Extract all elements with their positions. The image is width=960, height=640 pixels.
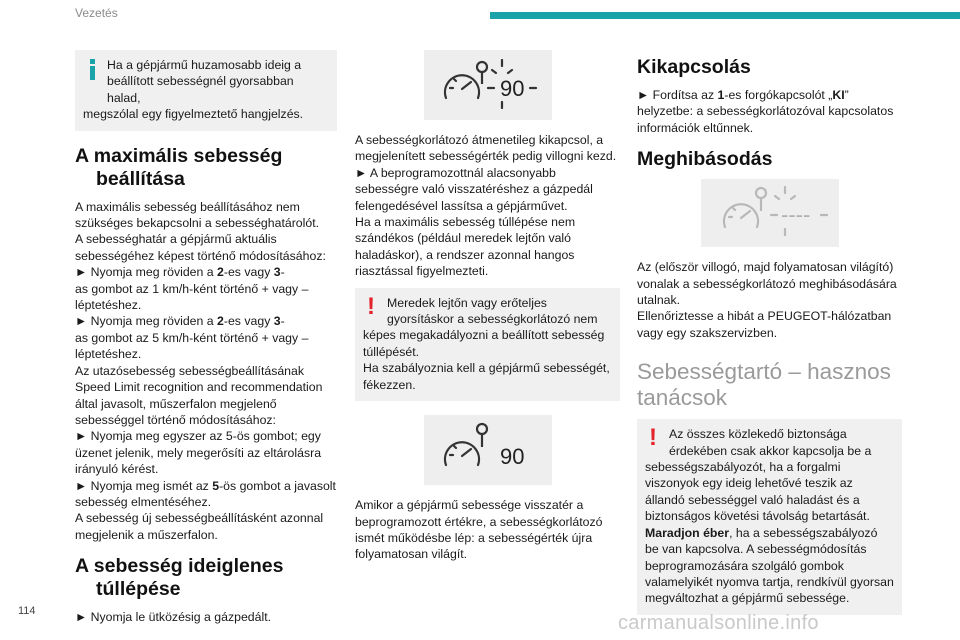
- heading-temp-line1: A sebesség ideiglenes: [75, 555, 284, 578]
- heading-max-speed-line2: beállítása: [96, 167, 185, 190]
- figure-speed-value: 90: [499, 76, 524, 101]
- paragraph-resume: Amikor a gépjármű sebessége visszatér a beprogramozott értékre, a sebességkorlátozó ismét működésbe lép: a sebességérték újra folyamatosan világít.: [355, 498, 603, 562]
- tips-lead-paragraph: [645, 426, 894, 459]
- speed-limiter-flashing-illustration: [424, 50, 552, 120]
- warning-note-2: Ha szabályoznia kell a gépjármű sebességét, fékezzen.: [363, 361, 610, 392]
- column-2: [355, 50, 620, 563]
- figure-fault-dashes: ----: [780, 202, 810, 228]
- paragraph-fault-1: Az (először villogó, majd folyamatosan világító) vonalak a sebességkorlátozó meghibásodására utalnak.: [637, 260, 897, 308]
- heading-fault: Meghibásodás: [637, 148, 773, 171]
- info-note-lead: Ha a gépjármű huzamosabb ideig a beállított sebességnél gyorsabban halad,: [107, 58, 302, 105]
- heading-tips: [637, 359, 902, 411]
- max-limit: A sebességhatár a gépjármű aktuális sebességéhez képest történő módosításához:: [75, 232, 326, 263]
- paragraph-return: ► A beprogramozottnál alacsonyabb sebességre való visszatéréshez a gázpedál felengedésével lassítsa a gépjárművet.: [355, 165, 593, 213]
- running-header: Vezetés: [75, 6, 118, 20]
- info-note: [75, 50, 337, 131]
- speed-limit-text: Az utazósebesség sebességbeállításának Speed Limit recognition and recommendation által javasolt, műszerfalon megjelenő sebességgel történő módosításához:: [75, 363, 323, 427]
- heading-off: Kikapcsolás: [637, 56, 751, 78]
- heading-tips-line1: Sebességtartó – hasznos: [637, 359, 891, 385]
- tips-warning-note: [637, 419, 902, 614]
- info-note-rest: megszólal egy figyelmeztető hangjelzés.: [83, 107, 304, 122]
- step-2: ► Nyomja meg röviden a 2-es vagy 3- as gombot az 5 km/h-ként történő + vagy – léptetéshez.: [75, 314, 309, 362]
- heading-tips-line2: tanácsok: [637, 385, 728, 411]
- step-5: A sebesség új sebességbeállításként azonnal megjelenik a műszerfalon.: [75, 511, 324, 542]
- speed-limiter-fault-illustration: [701, 179, 839, 247]
- warning-note-lead: Meredek lejtőn vagy erőteljes gyorsításkor a sebességkorlátozó nem: [387, 295, 598, 327]
- warning-icon-2: !: [649, 424, 657, 452]
- warning-note-lead-paragraph: [363, 292, 612, 328]
- speedometer-icon-2: [445, 442, 479, 465]
- column-3: [637, 50, 902, 629]
- limiter-pin-icon-2: [477, 424, 487, 447]
- heading-max-speed-line1: A maximális sebesség: [75, 144, 283, 167]
- figure-speed-value-2: 90: [499, 444, 524, 470]
- tips-lead: Az összes közlekedő biztonsága érdekében csak akkor kapcsolja be a: [669, 427, 872, 458]
- heading-temp-exceed: [75, 555, 337, 601]
- header-accent-bar: [490, 12, 960, 19]
- column-1: [75, 50, 337, 626]
- warning-note: [355, 288, 620, 401]
- paragraph-alarm: Ha a maximális sebesség túllépése nem szándékos (például meredek lejtőn való haladáskor), a rendszer azonnal hangos riasztással figyelmezteti.: [355, 215, 576, 279]
- heading-temp-line2: túllépése: [96, 578, 181, 601]
- tips-alert: Maradjon éber, ha a sebességszabályozó be van kapcsolva. A sebességmódosítás beprogramozására szolgáló gombok valamelyikét nyomva tartja, rendkívül gyorsan megváltozhat a gépjármű sebessége.: [645, 525, 894, 606]
- temp-step: ► Nyomja le ütközésig a gázpedált.: [75, 610, 272, 625]
- tips-rest: sebességszabályozót, ha a forgalmi viszonyok egy ideig lehetővé teszik az állandó sebességgel való haladást és a biztonságos követési távolság betartását.: [645, 460, 870, 524]
- speedometer-icon-faded: [724, 204, 758, 227]
- speed-limiter-steady-illustration: [424, 415, 552, 485]
- limiter-pin-icon: [477, 62, 487, 84]
- speedometer-icon: [445, 75, 479, 98]
- heading-max-speed: [75, 145, 337, 191]
- warning-note-rest: képes megakadályozni a beállított sebesség túllépését.: [363, 328, 605, 359]
- paragraph-fault-2: Ellenőriztesse a hibát a PEUGEOT-hálózatban vagy egy szakszervizben.: [637, 309, 892, 340]
- limiter-pin-icon-faded: [756, 188, 766, 211]
- info-note-lead-paragraph: [83, 57, 329, 106]
- step-3: ► Nyomja meg egyszer az 5-ös gombot; egy üzenet jelenik, mely megerősíti az eltárolásra irányuló kérést.: [75, 429, 322, 477]
- step-4: ► Nyomja meg ismét az 5-ös gombot a javasolt sebesség elmentéséhez.: [75, 478, 336, 509]
- paragraph-flashing: A sebességkorlátozó átmenetileg kikapcsol, a megjelenített sebességérték pedig villogni kezd.: [355, 133, 617, 164]
- info-icon: [87, 59, 98, 79]
- warning-icon: !: [367, 292, 375, 320]
- step-1: ► Nyomja meg röviden a 2-es vagy 3- as gombot az 1 km/h-ként történő + vagy – léptetéshez.: [75, 265, 309, 313]
- page-number: 114: [18, 605, 36, 617]
- max-intro: A maximális sebesség beállításához nem szükséges bekapcsolni a sebességhatárolót.: [75, 199, 320, 231]
- watermark: carmanualsonline.info: [618, 612, 819, 634]
- paragraph-off: ► Fordítsa az 1-es forgókapcsolót „KI” helyzetbe: a sebességkorlátozóval kapcsolatos információk eltűnnek.: [637, 88, 894, 135]
